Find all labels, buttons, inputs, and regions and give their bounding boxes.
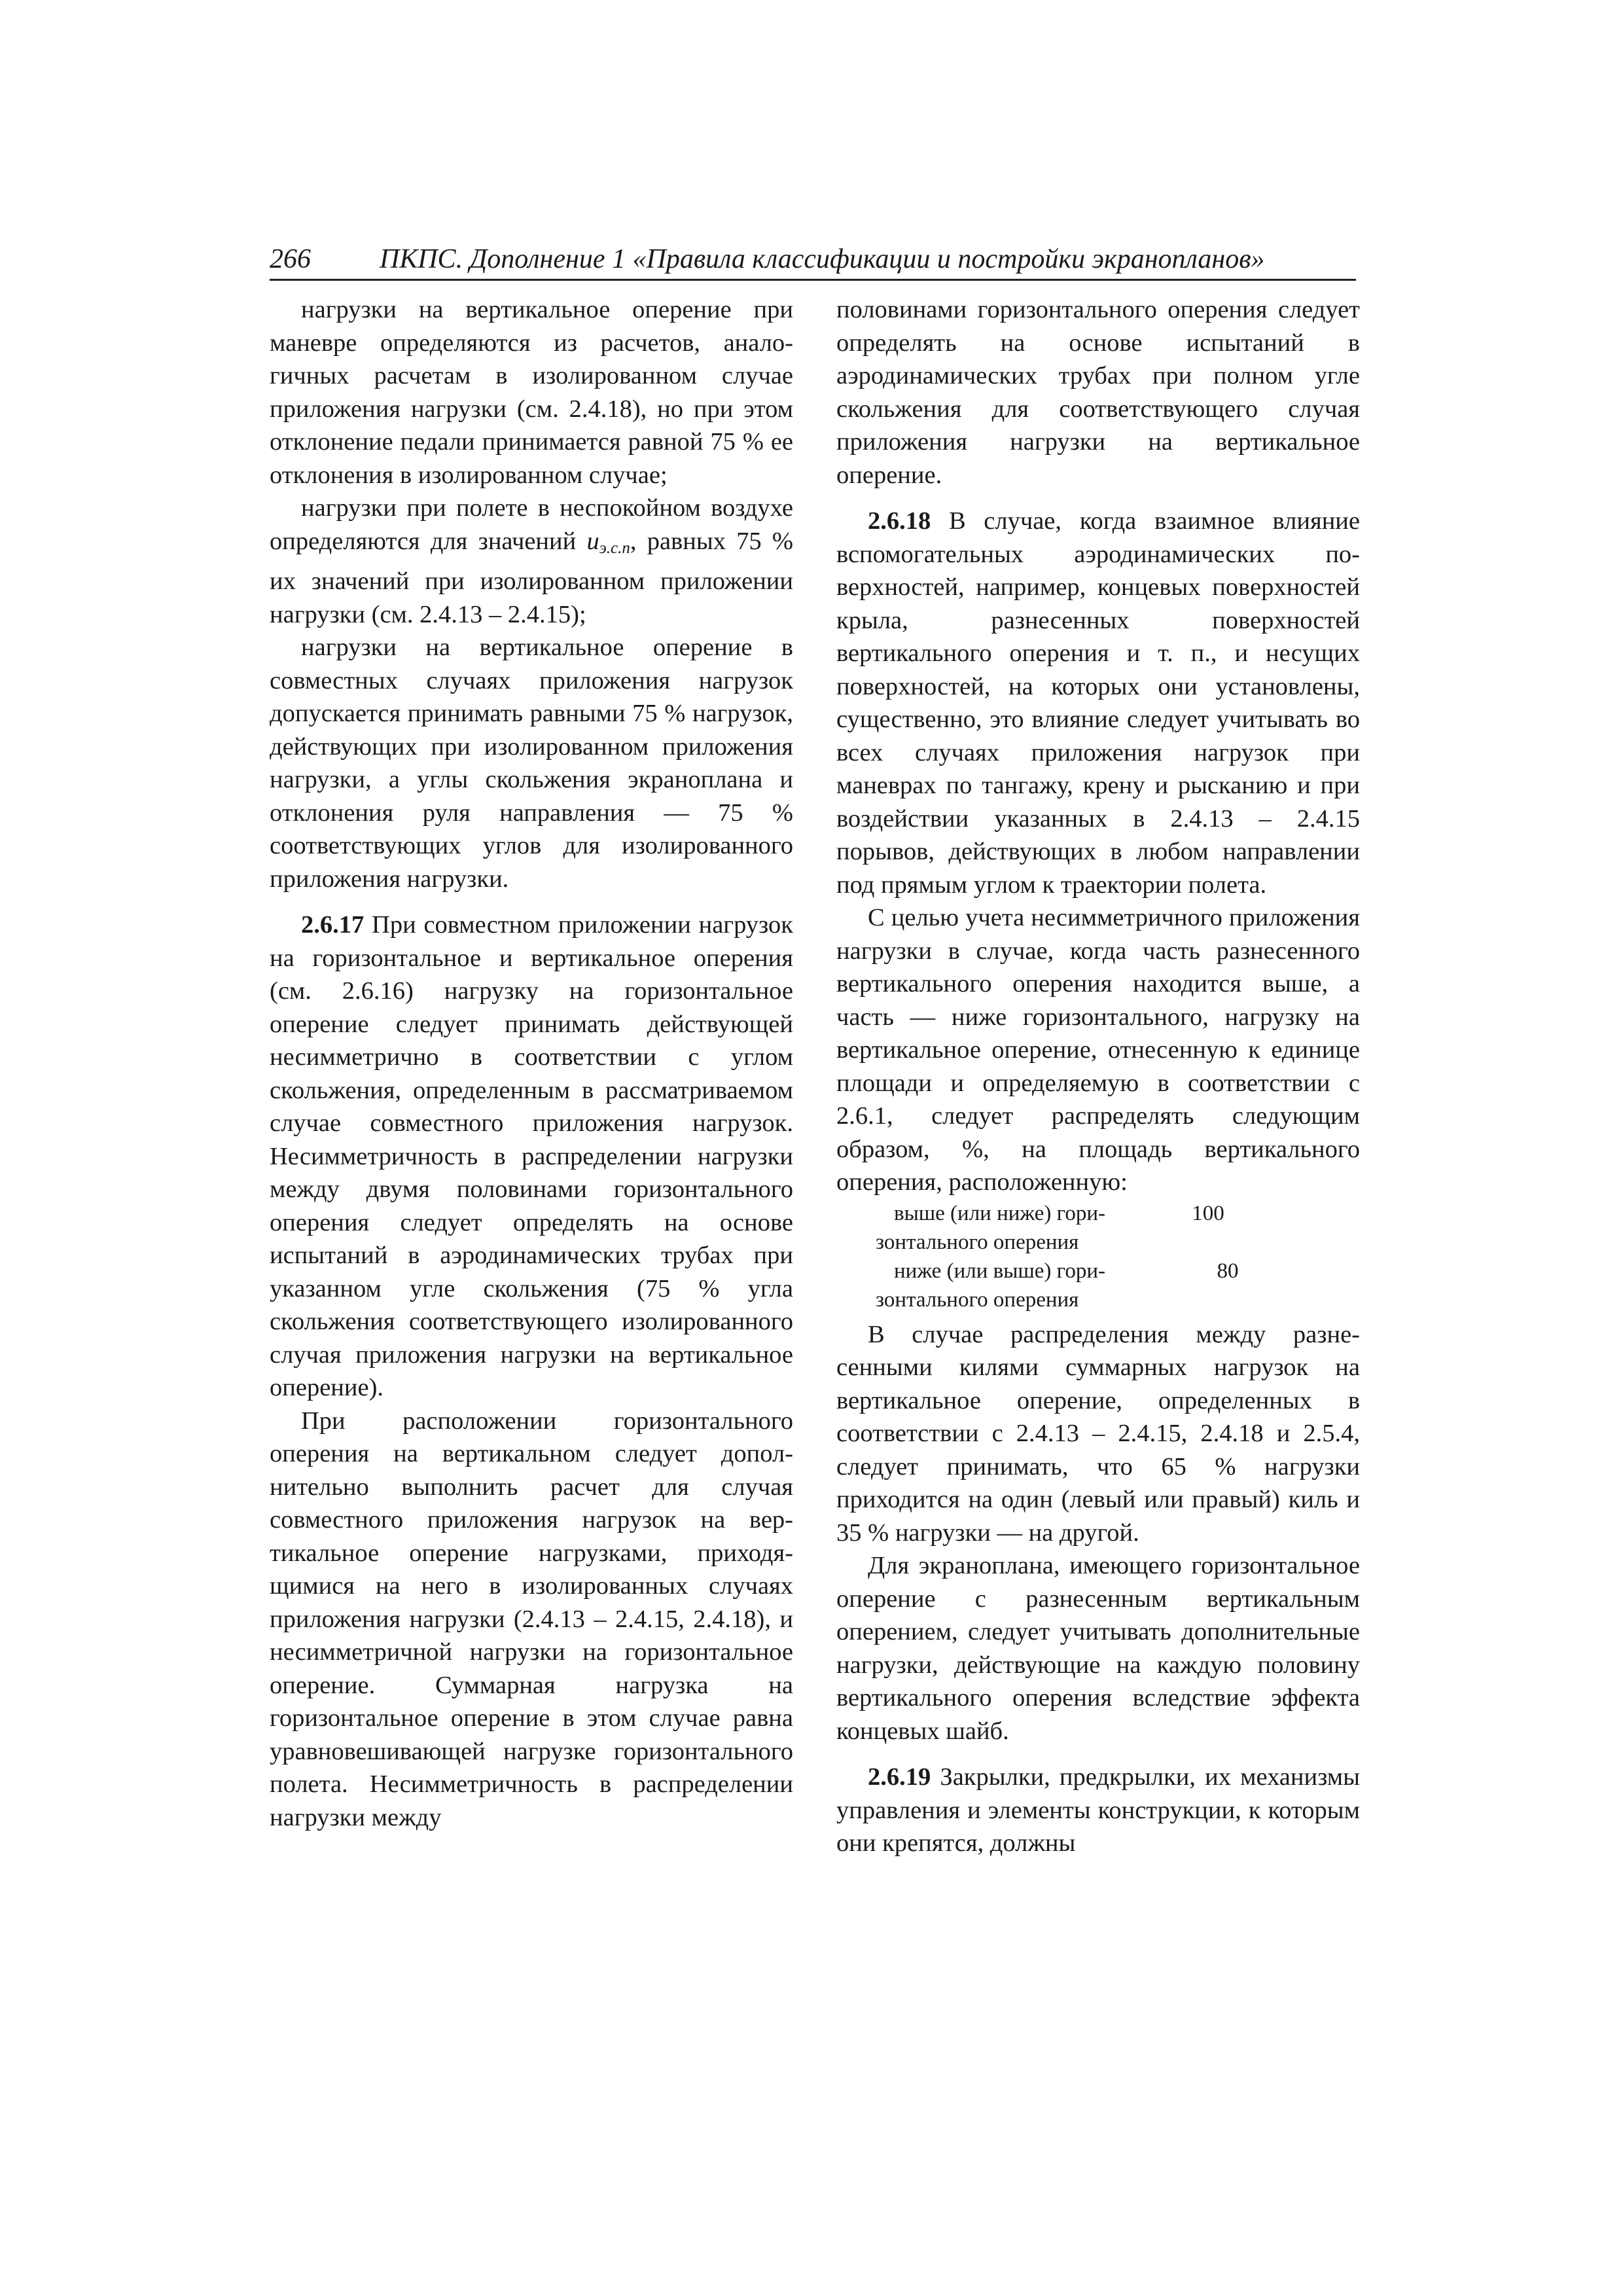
paragraph: При расположении горизонтального оперения на вертикальном следует дополнительно выполнить расчет для случая совместного приложения нагрузок на вертикальное оперение нагрузками, приходящимися на него в изолированных случаях приложения нагрузки (2.4.13 – 2.4.15, 2.4.18), и несимметричной нагрузки на горизонтальное оперение. Суммарная нагрузка на горизонтальное оперение в этом случае равна уравновешивающей нагрузке горизонтального полета. Несимметричность в распределении нагрузки между bbox=[270, 1407, 793, 1831]
clause-number: 2.6.17 bbox=[301, 911, 365, 939]
running-title: ПКПС. Дополнение 1 «Правила классификации и постройки экранопланов» bbox=[380, 244, 1265, 274]
paragraph: половинами горизонтального оперения следует определять на основе испытаний в аэродинамических трубах при полном угле скольжения для соответствующего случая приложения нагрузки на вертикальное оперение. bbox=[836, 296, 1360, 489]
paragraph-text: нагрузки при полете в неспокойном воздухе определяются для значений bbox=[270, 494, 793, 555]
row-label-line: зонтального оперения bbox=[876, 1230, 1079, 1254]
table-row-continued bbox=[836, 1228, 1360, 1257]
variable-subscript: э.с.п bbox=[599, 539, 630, 557]
clause-text: В случае, когда взаимное влияние вспомогательных аэродинамических поверхностей, например, концевых поверхностей крыла, разнесенных поверхностей вертикального оперения и т. п., и несущих поверхностей, на которых они установлены, существенно, это влияние следует учитывать во всех случаях приложения нагрузок при маневрах по тангажу, крену и рысканию и при воздействии указанных в 2.4.13 – 2.4.15 порывов, действующих в любом направлении под прямым углом к траектории полета. bbox=[836, 507, 1360, 899]
row-label bbox=[836, 1257, 1169, 1285]
table-row bbox=[836, 1257, 1360, 1285]
paragraph: нагрузки на вертикальное оперение при маневре определяются из расчетов, аналогичных расчетам в изолированном случае приложения нагрузки (см. 2.4.18), но при этом отклонение педали принимается равной 75 % ее отклонения в изолированном случае; bbox=[270, 296, 793, 489]
paragraph: нагрузки на вертикальное оперение в совместных случаях приложения нагрузок допускается принимать равными 75 % нагрузок, действующих при изолированном приложения нагрузки, а углы скольжения экраноплана и отклонения руля направления — 75 % соответствующих углов для изолированного приложения нагрузки. bbox=[270, 634, 793, 893]
clause-text: При совместном приложении нагрузок на горизонтальное и вертикальное оперения (см. 2.6.16) нагрузку на горизонтальное оперение следует принимать действующей несимметрично в соответствии с углом скольжения, определенным в рассматриваемом случае совместного приложения нагрузок. Несимметричность в распределении нагрузки между двумя половинами горизонтального оперения следует определять на основе испытаний в аэродинамических трубах при указанном угле скольжения (75 % угла скольжения соответствующего изолированного случая приложения нагрузки на вертикальное оперение). bbox=[270, 911, 793, 1401]
paragraph: С целью учета несимметричного приложения нагрузки в случае, когда часть разнесенного вертикального оперения находится выше, а часть — ниже горизонтального, нагрузку на вертикальное оперение, отнесенную к единице площади и определяемую в соответствии с 2.6.1, следует распределять следующим образом, %, на площадь вертикального оперения, расположенную: bbox=[836, 904, 1360, 1196]
paragraph: Для экраноплана, имеющего горизонтальное оперение с разнесенным вертикальным оперением, следует учитывать дополнительные нагрузки, действующие на каждую половину вертикального оперения вследствие эффекта концевых шайб. bbox=[836, 1552, 1360, 1745]
row-value: 100 bbox=[1192, 1201, 1224, 1225]
paragraph-text: , равных 75 % их значений при изолированном приложении нагрузки (см. 2.4.13 – 2.4.15); bbox=[270, 527, 793, 628]
clause-2-6-18 bbox=[836, 505, 1360, 901]
row-label-line: зонтального оперения bbox=[876, 1287, 1079, 1312]
clause-2-6-19 bbox=[836, 1761, 1360, 1860]
table-row-continued bbox=[836, 1285, 1360, 1314]
distribution-table bbox=[836, 1199, 1360, 1314]
table-row bbox=[836, 1199, 1360, 1228]
left-column bbox=[270, 293, 793, 1834]
row-label bbox=[836, 1199, 1169, 1228]
paragraph bbox=[270, 492, 793, 631]
right-column bbox=[836, 293, 1360, 1860]
running-header bbox=[270, 240, 1356, 281]
clause-number: 2.6.19 bbox=[868, 1763, 931, 1791]
clause-number: 2.6.18 bbox=[868, 507, 931, 535]
clause-2-6-17 bbox=[270, 908, 793, 1405]
page-number: 266 bbox=[270, 244, 311, 274]
variable-u: u bbox=[586, 527, 599, 555]
paragraph: В случае распределения между разнесенными килями суммарных нагрузок на вертикальное оперение, определенных в соответствии с 2.4.13 – 2.4.15, 2.4.18 и 2.5.4, следует принимать, что 65 % нагрузки приходится на один (левый или правый) киль и 35 % нагрузки — на другой. bbox=[836, 1320, 1360, 1547]
row-value: 80 bbox=[1217, 1259, 1239, 1283]
clause-text: Закрылки, предкрылки, их механизмы управления и элементы конструкции, к которым они крепятся, должны bbox=[836, 1763, 1360, 1857]
row-label-line: выше (или ниже) гори- bbox=[894, 1201, 1106, 1225]
row-label-line: ниже (или выше) гори- bbox=[894, 1259, 1106, 1283]
